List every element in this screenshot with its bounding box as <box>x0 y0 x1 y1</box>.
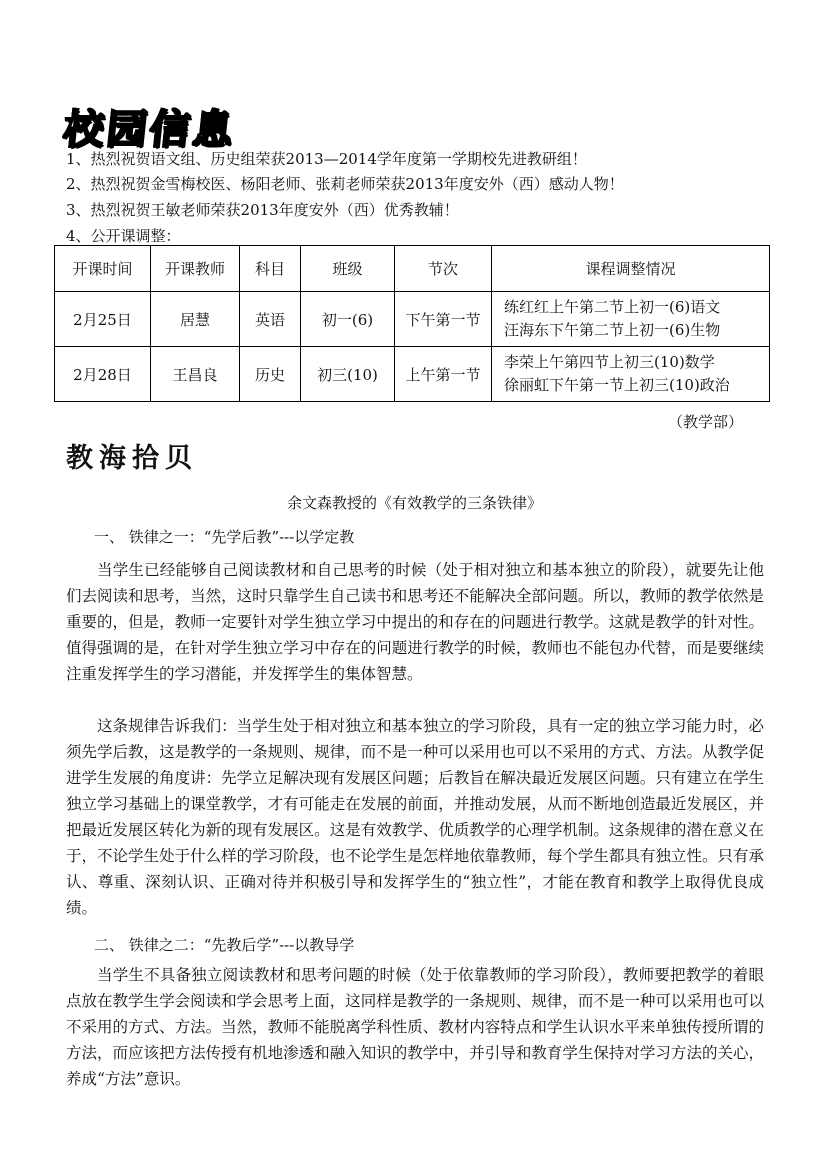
schedule-table <box>54 245 770 402</box>
paragraph-3: 当学生不具备独立阅读教材和思考问题的时候（处于依靠教师的学习阶段），教师要把教学的着眼点放在教学生学会阅读和学会思考上面，这同样是教学的一条规则、规律，而不是一种可以采用也可以不采用的方式、方法。当然，教师不能脱离学科性质、教材内容特点和学生认识水平来单独传授所谓的方法，而应该把方法传授有机地渗透和融入知识的教学中，并引导和教育学生保持对学习方法的关心，养成“方法”意识。 <box>66 966 764 1088</box>
cell-period: 下午第一节 <box>395 292 492 347</box>
header-period: 节次 <box>395 246 492 292</box>
cell-adjustment <box>492 347 770 402</box>
table-row <box>55 292 770 347</box>
news-item-4: 4、公开课调整： <box>66 227 181 245</box>
cell-class: 初三(10) <box>301 347 395 402</box>
news-item-1: 1、热烈祝贺语文组、历史组荣获2013—2014学年度第一学期校先进教研组！ <box>66 150 587 168</box>
adjustment-line: 李荣上午第四节上初三(10)数学 <box>504 353 715 371</box>
department-signoff: （教学部） <box>668 413 744 431</box>
header-teacher: 开课教师 <box>151 246 240 292</box>
cell-date: 2月25日 <box>55 292 151 347</box>
adjustment-line: 徐丽虹下午第一节上初三(10)政治 <box>504 376 730 394</box>
teaching-section-title: 教海拾贝 <box>66 443 198 474</box>
cell-subject: 历史 <box>240 347 301 402</box>
news-item-2: 2、热烈祝贺金雪梅校医、杨阳老师、张莉老师荣获2013年度安外（西）感动人物！ <box>66 175 624 193</box>
adjustment-line: 汪海东下午第二节上初一(6)生物 <box>504 321 721 339</box>
article-title: 余文森教授的《有效教学的三条铁律》 <box>286 494 542 512</box>
table-header-row <box>55 246 770 292</box>
paragraph-1: 当学生已经能够自己阅读教材和自己思考的时候（处于相对独立和基本独立的阶段），就要先让他们去阅读和思考，当然，这时只靠学生自己读书和思考还不能解决全部问题。所以，教师的教学依然是重要的，但是，教师一定要针对学生独立学习中提出的和存在的问题进行教学。这就是教学的针对性。值得强调的是，在针对学生独立学习中存在的问题进行教学的时候，教师也不能包办代替，而是要继续注重发挥学生的学习潜能，并发挥学生的集体智慧。 <box>66 561 764 683</box>
cell-teacher: 王昌良 <box>151 347 240 402</box>
section-heading-2: 二、 铁律之二：“先教后学”---以教导学 <box>94 936 355 954</box>
header-subject: 科目 <box>240 246 301 292</box>
cell-date: 2月28日 <box>55 347 151 402</box>
cell-period: 上午第一节 <box>395 347 492 402</box>
cell-class: 初一(6) <box>301 292 395 347</box>
cell-adjustment <box>492 292 770 347</box>
header-date: 开课时间 <box>55 246 151 292</box>
news-item-3: 3、热烈祝贺王敏老师荣获2013年度安外（西）优秀教辅！ <box>66 201 459 219</box>
paragraph-2: 这条规律告诉我们：当学生处于相对独立和基本独立的学习阶段，具有一定的独立学习能力时，必须先学后教，这是教学的一条规则、规律，而不是一种可以采用也可以不采用的方式、方法。从教学促进学生发展的角度讲：先学立足解决现有发展区问题；后教旨在解决最近发展区问题。只有建立在学生独立学习基础上的课堂教学，才有可能走在发展的前面，并推动发展，从而不断地创造最近发展区，并把最近发展区转化为新的现有发展区。这是有效教学、优质教学的心理学机制。这条规律的潜在意义在于，不论学生处于什么样的学习阶段，也不论学生是怎样地依靠教师，每个学生都具有独立性。只有承认、尊重、深刻认识、正确对待并积极引导和发挥学生的“独立性”，才能在教育和教学上取得优良成绩。 <box>66 717 764 917</box>
header-adjustment: 课程调整情况 <box>492 246 770 292</box>
cell-subject: 英语 <box>240 292 301 347</box>
campus-info-title: 校园信息 <box>61 107 239 153</box>
section-heading-1: 一、 铁律之一：“先学后教”---以学定教 <box>94 528 355 546</box>
cell-teacher: 居慧 <box>151 292 240 347</box>
header-class: 班级 <box>301 246 395 292</box>
table-row <box>55 347 770 402</box>
adjustment-line: 练红红上午第二节上初一(6)语文 <box>504 298 721 316</box>
